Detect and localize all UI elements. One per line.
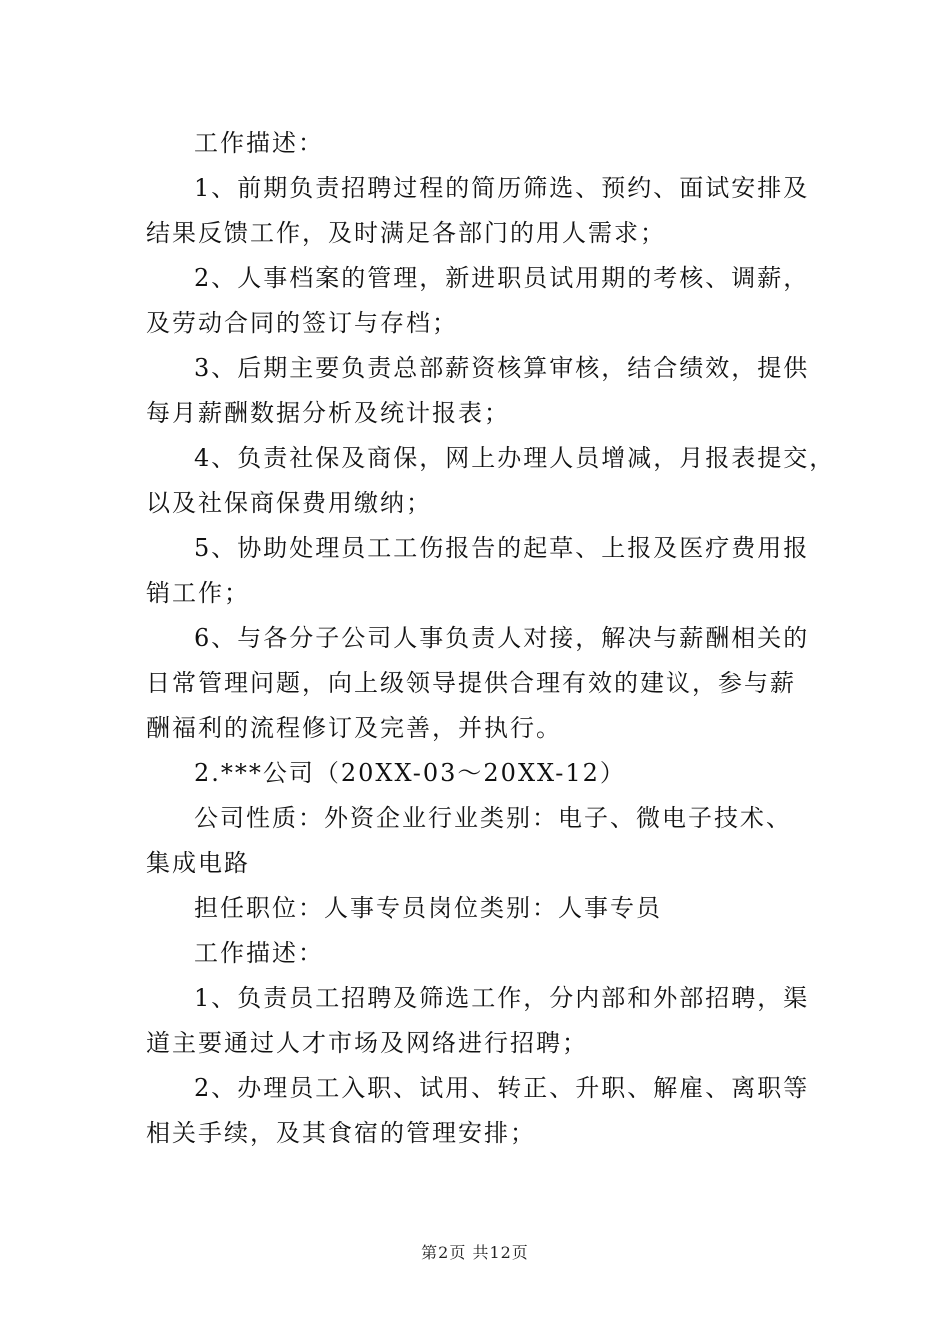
paragraph-line: 3、后期主要负责总部薪资核算审核，结合绩效，提供 bbox=[194, 354, 810, 382]
company-heading: 2.***公司（20XX-03～20XX-12） bbox=[194, 759, 626, 787]
paragraph-line: 及劳动合同的签订与存档； bbox=[146, 309, 458, 337]
paragraph-line: 相关手续，及其食宿的管理安排； bbox=[146, 1119, 536, 1147]
company-info-line: 集成电路 bbox=[146, 849, 250, 877]
section-heading-work-description: 工作描述： bbox=[194, 939, 324, 967]
paragraph-line: 道主要通过人才市场及网络进行招聘； bbox=[146, 1029, 588, 1057]
section-heading-work-description: 工作描述： bbox=[194, 129, 324, 157]
paragraph-line: 结果反馈工作，及时满足各部门的用人需求； bbox=[146, 219, 666, 247]
company-info-line: 公司性质：外资企业行业类别：电子、微电子技术、 bbox=[194, 804, 792, 832]
paragraph-line: 销工作； bbox=[146, 579, 250, 607]
paragraph-line: 6、与各分子公司人事负责人对接，解决与薪酬相关的 bbox=[194, 624, 810, 652]
paragraph-line: 4、负责社保及商保，网上办理人员增减，月报表提交， bbox=[194, 444, 836, 472]
paragraph-line: 1、前期负责招聘过程的简历筛选、预约、面试安排及 bbox=[194, 174, 810, 202]
paragraph-line: 2、办理员工入职、试用、转正、升职、解雇、离职等 bbox=[194, 1074, 810, 1102]
paragraph-line: 酬福利的流程修订及完善，并执行。 bbox=[146, 714, 562, 742]
paragraph-line: 5、协助处理员工工伤报告的起草、上报及医疗费用报 bbox=[194, 534, 810, 562]
paragraph-line: 日常管理问题，向上级领导提供合理有效的建议，参与薪 bbox=[146, 669, 796, 697]
paragraph-line: 每月薪酬数据分析及统计报表； bbox=[146, 399, 510, 427]
paragraph-line: 以及社保商保费用缴纳； bbox=[146, 489, 432, 517]
page-number-footer: 第2页 共12页 bbox=[421, 1243, 529, 1262]
position-info-line: 担任职位：人事专员岗位类别：人事专员 bbox=[194, 894, 662, 922]
paragraph-line: 2、人事档案的管理，新进职员试用期的考核、调薪， bbox=[194, 264, 810, 292]
paragraph-line: 1、负责员工招聘及筛选工作，分内部和外部招聘，渠 bbox=[194, 984, 810, 1012]
